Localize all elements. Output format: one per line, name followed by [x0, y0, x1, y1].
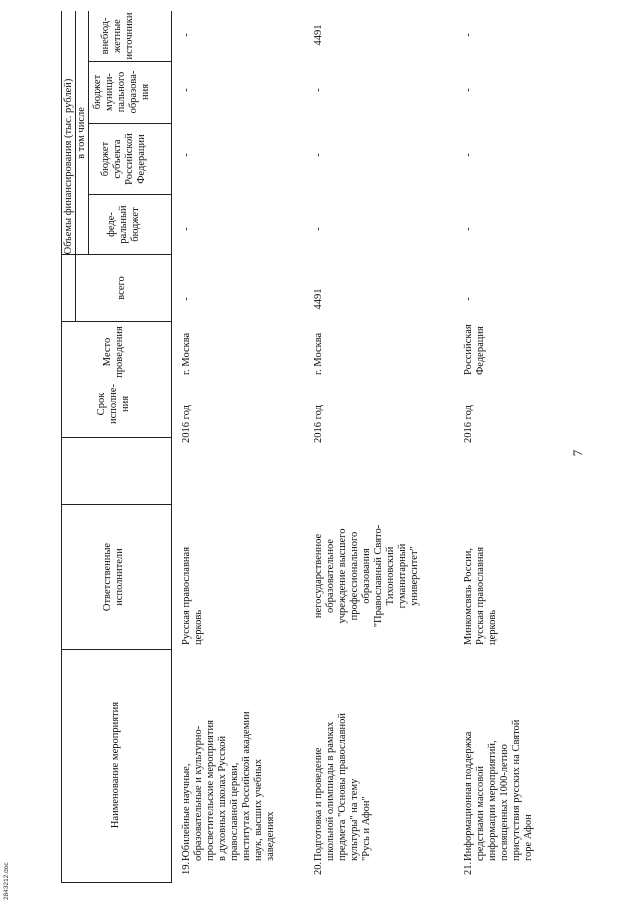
event-place: г. Москва: [181, 332, 192, 375]
header-place-text: Место проведения: [102, 326, 125, 378]
col-sep-deadline: [61, 437, 171, 438]
table-top-border: [61, 11, 62, 883]
row-number: 19.: [181, 861, 192, 875]
funding-regional: -: [313, 153, 324, 157]
header-deadline: Срок исполне- ния: [96, 383, 131, 425]
funding-total: 4491: [313, 288, 324, 310]
header-total: всего: [116, 276, 127, 300]
col-sep-executors: [61, 504, 171, 505]
event-executors: Минкомсвязь России, Русская православная церковь: [463, 546, 498, 645]
funding-offbudget: 4491: [313, 24, 324, 46]
event-deadline: 2016 год: [181, 405, 192, 443]
event-name: Юбилейные научные, образовательные и культурно- просветительские мероприятия в духовных школах Русской православной церкви, институтах Российской академии наук, высших учебных заведениях: [181, 711, 276, 861]
header-name: Наименование мероприятия: [110, 701, 121, 829]
funding-regional: -: [463, 153, 474, 157]
funding-federal: -: [313, 227, 324, 231]
funding-offbudget: -: [181, 33, 192, 37]
header-offbudget: внебюд- жетные источники: [100, 12, 135, 60]
funding-offbudget: -: [463, 33, 474, 37]
document-code: 2843212.doc: [3, 862, 10, 900]
col-sep-federal: [88, 194, 171, 195]
funding-municipal: -: [463, 88, 474, 92]
header-including: в том числе: [76, 107, 87, 159]
funding-federal: -: [463, 227, 474, 231]
header-executors: Ответственные исполнители: [102, 542, 125, 612]
col-sep-place: [61, 321, 171, 322]
event-executors: негосударственное образовательное учреждение высшего профессионального образования "Православный Свято- Тихоновский гуманитарный университет": [313, 524, 420, 628]
event-place: г. Москва: [313, 332, 324, 375]
row-number: 20.: [313, 861, 324, 875]
funding-total: -: [181, 297, 192, 301]
event-name: Подготовка и проведение школьной олимпиады в рамках предмета "Основы православной культуры" на тему "Русь и Афон": [313, 712, 372, 861]
table-left-border: [61, 882, 171, 883]
including-header-line: [88, 11, 89, 255]
funding-municipal: -: [181, 88, 192, 92]
col-sep-total: [61, 254, 171, 255]
row-number: 21.: [463, 861, 474, 875]
funding-regional: -: [181, 153, 192, 157]
page-number: 7: [570, 449, 585, 457]
event-deadline: 2016 год: [463, 405, 474, 443]
funding-municipal: -: [313, 88, 324, 92]
header-funding: Объемы финансирования (тыс. рублей): [63, 78, 74, 255]
funding-total: -: [463, 297, 474, 301]
col-sep-regional: [88, 123, 171, 124]
header-federal: феде- ральный бюджет: [106, 205, 141, 244]
funding-federal: -: [181, 227, 192, 231]
event-executors: Русская православная церковь: [181, 546, 204, 645]
event-name: Информационная поддержка средствами массовой информации мероприятий, посвященных 1000-летию присутствия русских на Святой горе Афон: [463, 719, 534, 861]
header-municipal: бюджет муници- пального образова- ния: [92, 70, 151, 114]
header-bottom-border: [171, 11, 172, 883]
event-deadline: 2016 год: [313, 405, 324, 443]
header-regional: бюджет субъекта Российской Федерации: [100, 133, 147, 185]
event-place: Российская Федерация: [463, 324, 486, 375]
col-sep-name: [61, 649, 171, 650]
